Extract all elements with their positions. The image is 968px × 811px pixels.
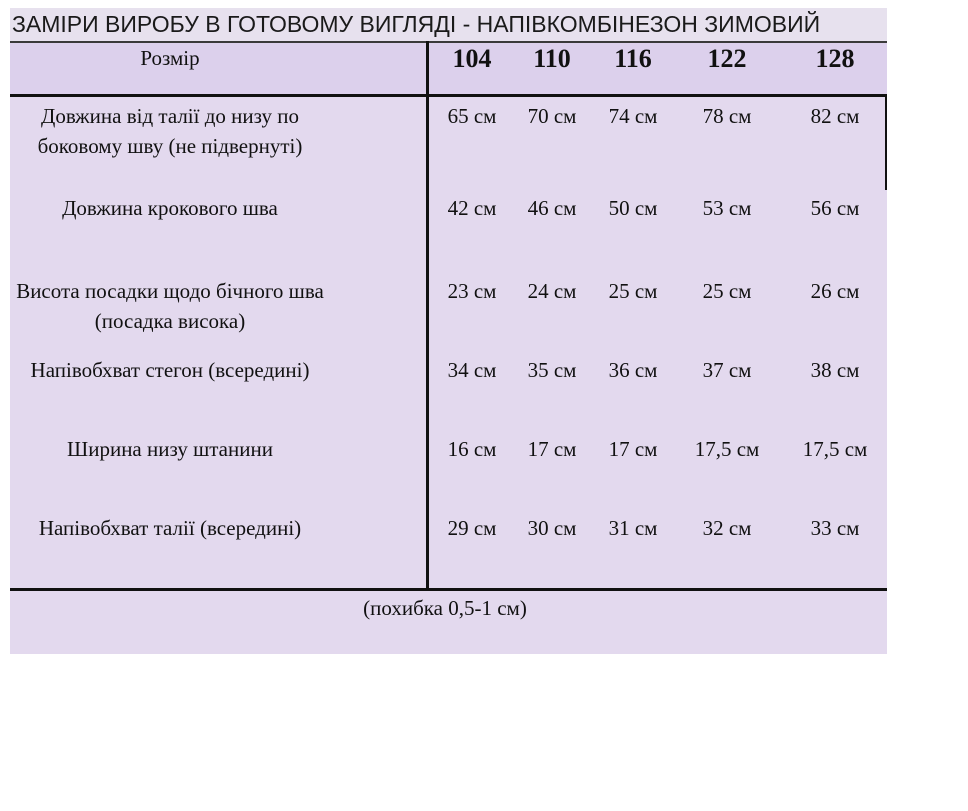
- value-cell: 53 см: [702, 196, 752, 220]
- value-cell: 50 см: [608, 196, 658, 220]
- value-cell: 17 см: [527, 437, 577, 461]
- value-cell: 70 см: [527, 104, 577, 128]
- value-cell: 33 см: [810, 516, 860, 540]
- value-cell: 23 см: [447, 279, 497, 303]
- value-cell: 37 см: [702, 358, 752, 382]
- value-cell: 36 см: [608, 358, 658, 382]
- value-cell: 30 см: [527, 516, 577, 540]
- param-row-5: Ширина низу штанини: [67, 437, 273, 461]
- value-cell: 78 см: [702, 104, 752, 128]
- size-128: 128: [815, 44, 855, 73]
- size-104: 104: [452, 44, 492, 73]
- param-row-2: Довжина крокового шва: [62, 196, 278, 220]
- value-cell: 38 см: [810, 358, 860, 382]
- value-cell: 24 см: [527, 279, 577, 303]
- size-chart: [10, 8, 887, 654]
- value-cell: 42 см: [447, 196, 497, 220]
- size-header-label: Розмір: [140, 46, 200, 70]
- param-row-3: Висота посадки щодо бічного шва (посадка висока): [16, 279, 324, 333]
- size-116: 116: [614, 44, 652, 73]
- column-divider: [426, 41, 429, 589]
- param-row-1: [10, 101, 330, 161]
- param-row-4: Напівобхват стегон (всередині): [30, 358, 310, 382]
- value-cell: 65 см: [447, 104, 497, 128]
- size-122: 122: [707, 44, 747, 73]
- value-cell: 26 см: [810, 279, 860, 303]
- header-divider: [10, 94, 887, 97]
- value-cell: 32 см: [702, 516, 752, 540]
- value-cell: 25 см: [702, 279, 752, 303]
- value-cell: 74 см: [608, 104, 658, 128]
- value-cell: 34 см: [447, 358, 497, 382]
- size-110: 110: [533, 44, 571, 73]
- param-label: Довжина від талії до низу по боковому шву (не підвернуті): [37, 104, 303, 158]
- chart-title: ЗАМІРИ ВИРОБУ В ГОТОВОМУ ВИГЛЯДІ - НАПІВКОМБІНЕЗОН ЗИМОВИЙ: [10, 8, 887, 43]
- value-cell: 46 см: [527, 196, 577, 220]
- value-cell: 31 см: [608, 516, 658, 540]
- right-edge-line: [885, 94, 887, 190]
- value-cell: 29 см: [447, 516, 497, 540]
- value-cell: 17,5 см: [802, 437, 868, 461]
- param-row-6: Напівобхват талії (всередині): [38, 516, 302, 540]
- value-cell: 17 см: [608, 437, 658, 461]
- value-cell: 25 см: [608, 279, 658, 303]
- value-cell: 35 см: [527, 358, 577, 382]
- tolerance-note: (похибка 0,5-1 см): [363, 596, 527, 620]
- footer-divider: [10, 588, 887, 591]
- value-cell: 56 см: [810, 196, 860, 220]
- value-cell: 16 см: [447, 437, 497, 461]
- value-cell: 82 см: [810, 104, 860, 128]
- value-cell: 17,5 см: [694, 437, 760, 461]
